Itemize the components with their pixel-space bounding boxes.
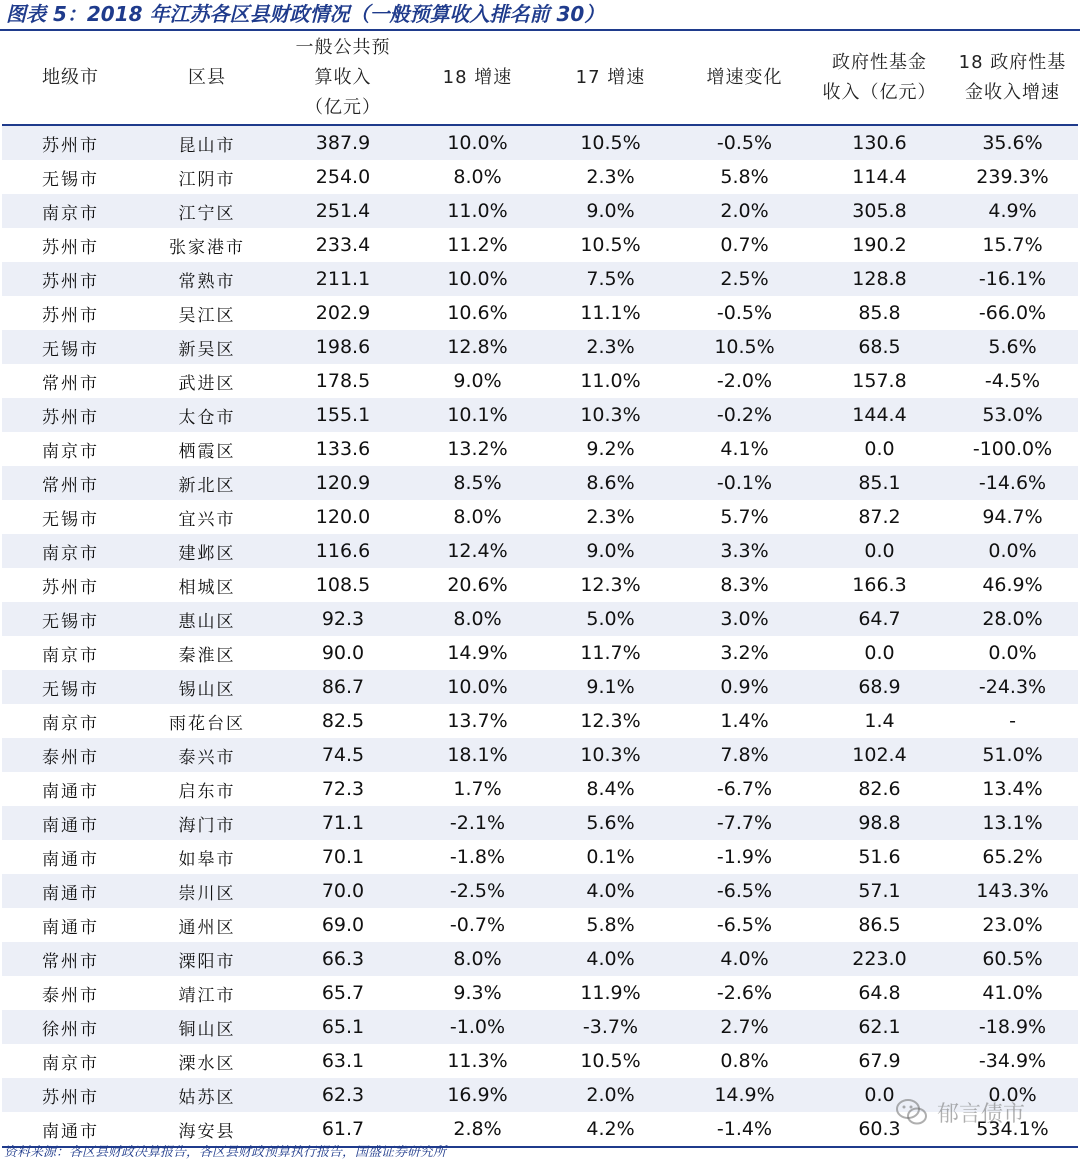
value-cell: -6.5% xyxy=(677,874,812,908)
county-cell: 江阴市 xyxy=(178,169,236,190)
value-cell: 9.1% xyxy=(544,670,677,704)
value-cell: 4.0% xyxy=(544,874,677,908)
value-cell: 2.7% xyxy=(677,1010,812,1044)
county-cell: 宜兴市 xyxy=(178,509,236,530)
value-cell: 4.0% xyxy=(677,942,812,976)
value-cell: 12.8% xyxy=(411,330,544,364)
value-cell: 0.1% xyxy=(586,846,635,868)
wechat-icon xyxy=(895,1097,929,1127)
table-body xyxy=(2,125,1078,1147)
city-cell: 南京市 xyxy=(42,645,99,666)
value-cell: 28.0% xyxy=(947,602,1078,636)
county-cell: 新北区 xyxy=(139,466,275,500)
value-cell: 8.3% xyxy=(720,574,769,596)
value-cell: 0.0 xyxy=(864,642,895,664)
value-cell: 23.0% xyxy=(982,914,1043,936)
value-cell: 9.0% xyxy=(544,194,677,228)
city-cell: 无锡市 xyxy=(2,602,139,636)
city-cell: 常州市 xyxy=(2,942,139,976)
value-cell: -66.0% xyxy=(978,302,1047,324)
value-cell: 10.0% xyxy=(411,262,544,296)
value-cell: -1.8% xyxy=(449,846,506,868)
value-cell: 92.3 xyxy=(275,602,411,636)
table-row xyxy=(2,670,1078,704)
table-row xyxy=(2,296,1078,330)
value-cell: -3.7% xyxy=(544,1010,677,1044)
value-cell: 128.8 xyxy=(812,262,947,296)
value-cell: 10.0% xyxy=(411,125,544,160)
city-cell: 苏州市 xyxy=(42,577,99,598)
city-cell: 苏州市 xyxy=(2,398,139,432)
value-cell: 223.0 xyxy=(812,942,947,976)
county-cell: 张家港市 xyxy=(169,237,245,258)
value-cell: -0.5% xyxy=(716,302,773,324)
county-cell: 昆山市 xyxy=(139,125,275,160)
city-cell: 苏州市 xyxy=(42,305,99,326)
county-cell: 新吴区 xyxy=(139,330,275,364)
table-row xyxy=(2,704,1078,738)
value-cell: 90.0 xyxy=(321,642,365,664)
value-cell: 3.2% xyxy=(720,642,769,664)
value-cell: -0.2% xyxy=(677,398,812,432)
table-row xyxy=(2,262,1078,296)
value-cell: 2.0% xyxy=(544,1078,677,1112)
value-cell: 5.0% xyxy=(544,602,677,636)
value-cell: -2.5% xyxy=(411,874,544,908)
value-cell: 14.9% xyxy=(677,1078,812,1112)
value-cell: 98.8 xyxy=(812,806,947,840)
county-cell: 吴江区 xyxy=(178,305,236,326)
value-cell: 1.4 xyxy=(864,710,895,732)
value-cell: 5.8% xyxy=(720,166,769,188)
value-cell: 10.3% xyxy=(544,738,677,772)
county-cell: 武进区 xyxy=(178,373,236,394)
city-cell: 南京市 xyxy=(42,441,99,462)
county-cell: 如皋市 xyxy=(178,849,236,870)
value-cell: 8.0% xyxy=(453,506,502,528)
value-cell: 67.9 xyxy=(858,1050,901,1072)
value-cell: -16.1% xyxy=(947,262,1078,296)
value-cell: 11.3% xyxy=(447,1050,508,1072)
column-header-line: 收入（亿元） xyxy=(822,81,937,103)
county-cell: 崇川区 xyxy=(139,874,275,908)
value-cell: 254.0 xyxy=(315,166,371,188)
fiscal-table xyxy=(2,31,1078,1148)
city-cell: 南通市 xyxy=(2,874,139,908)
value-cell: 5.8% xyxy=(586,914,635,936)
value-cell: 3.3% xyxy=(677,534,812,568)
value-cell: 4.0% xyxy=(544,942,677,976)
column-header xyxy=(275,31,411,125)
table-row xyxy=(2,228,1078,262)
value-cell: 68.5 xyxy=(812,330,947,364)
value-cell: 51.0% xyxy=(947,738,1078,772)
county-cell: 太仓市 xyxy=(139,398,275,432)
value-cell: 7.5% xyxy=(544,262,677,296)
table-row xyxy=(2,364,1078,398)
table-row xyxy=(2,874,1078,908)
column-header-line: 区县 xyxy=(188,66,226,88)
value-cell: 11.1% xyxy=(580,302,641,324)
value-cell: 65.7 xyxy=(321,982,365,1004)
value-cell: 60.5% xyxy=(947,942,1078,976)
county-cell: 惠山区 xyxy=(139,602,275,636)
value-cell: 72.3 xyxy=(321,778,365,800)
column-header-line: 政府性基金 xyxy=(832,51,927,73)
value-cell: 2.8% xyxy=(411,1112,544,1147)
value-cell: 1.4% xyxy=(720,710,769,732)
table-header-row xyxy=(2,31,1078,125)
city-cell: 南京市 xyxy=(2,194,139,228)
column-header-line: 金收入增速 xyxy=(965,81,1060,103)
value-cell: -18.9% xyxy=(947,1010,1078,1044)
county-cell: 秦淮区 xyxy=(178,645,236,666)
city-cell: 泰州市 xyxy=(42,985,99,1006)
table-row xyxy=(2,500,1078,534)
value-cell: 71.1 xyxy=(275,806,411,840)
value-cell: 11.0% xyxy=(580,370,641,392)
value-cell: 12.3% xyxy=(580,574,641,596)
value-cell: 61.7 xyxy=(275,1112,411,1147)
column-header-line: 增速变化 xyxy=(706,66,783,88)
column-header-line: 18 增速 xyxy=(442,66,513,88)
table-row xyxy=(2,636,1078,670)
value-cell: -6.7% xyxy=(716,778,773,800)
value-cell: 120.9 xyxy=(275,466,411,500)
value-cell: -1.4% xyxy=(677,1112,812,1147)
table-row xyxy=(2,908,1078,942)
value-cell: 70.1 xyxy=(321,846,365,868)
column-header-line: 地级市 xyxy=(42,66,99,88)
county-cell: 常熟市 xyxy=(139,262,275,296)
value-cell: -0.1% xyxy=(677,466,812,500)
value-cell: 9.3% xyxy=(453,982,502,1004)
value-cell: 11.0% xyxy=(411,194,544,228)
value-cell: 70.0 xyxy=(275,874,411,908)
value-cell: -0.7% xyxy=(449,914,506,936)
table-row xyxy=(2,806,1078,840)
value-cell: 62.1 xyxy=(812,1010,947,1044)
value-cell: 10.5% xyxy=(677,330,812,364)
value-cell: -34.9% xyxy=(978,1050,1047,1072)
table-row xyxy=(2,125,1078,160)
value-cell: 120.0 xyxy=(315,506,371,528)
value-cell: 13.7% xyxy=(447,710,508,732)
value-cell: -2.1% xyxy=(411,806,544,840)
value-cell: 14.9% xyxy=(447,642,508,664)
city-cell: 无锡市 xyxy=(42,169,99,190)
value-cell: 233.4 xyxy=(315,234,371,256)
value-cell: 62.3 xyxy=(275,1078,411,1112)
value-cell: 12.4% xyxy=(411,534,544,568)
value-cell: 202.9 xyxy=(315,302,371,324)
county-cell: 相城区 xyxy=(178,577,236,598)
value-cell: 10.3% xyxy=(544,398,677,432)
county-cell: 靖江市 xyxy=(178,985,236,1006)
value-cell: 10.5% xyxy=(580,1050,641,1072)
table-row xyxy=(2,466,1078,500)
table-title: 图表 5：2018 年江苏各区县财政情况（一般预算收入排名前 30） xyxy=(6,2,605,26)
table-row xyxy=(2,976,1078,1010)
value-cell: 0.0% xyxy=(947,1078,1078,1112)
value-cell: 53.0% xyxy=(947,398,1078,432)
city-cell: 南通市 xyxy=(2,1112,139,1147)
value-cell: 94.7% xyxy=(982,506,1043,528)
value-cell: 18.1% xyxy=(411,738,544,772)
county-cell: 锡山区 xyxy=(139,670,275,704)
value-cell: 534.1% xyxy=(947,1112,1078,1147)
value-cell: 198.6 xyxy=(275,330,411,364)
column-header xyxy=(411,31,544,125)
value-cell: 46.9% xyxy=(982,574,1043,596)
source-note: 资料来源：各区县财政决算报告，各区县财政预算执行报告，国盛证券研究所 xyxy=(4,1145,447,1160)
county-cell: 雨花台区 xyxy=(169,713,245,734)
value-cell: 0.8% xyxy=(720,1050,769,1072)
column-header xyxy=(2,31,139,125)
table-row xyxy=(2,330,1078,364)
county-cell: 铜山区 xyxy=(139,1010,275,1044)
county-cell: 海安县 xyxy=(139,1112,275,1147)
value-cell: 7.8% xyxy=(677,738,812,772)
value-cell: 239.3% xyxy=(976,166,1049,188)
city-cell: 苏州市 xyxy=(2,1078,139,1112)
table-row xyxy=(2,772,1078,806)
city-cell: 无锡市 xyxy=(42,509,99,530)
city-cell: 常州市 xyxy=(42,373,99,394)
value-cell: 4.2% xyxy=(544,1112,677,1147)
column-header-line: （亿元） xyxy=(305,96,381,118)
value-cell: 102.4 xyxy=(812,738,947,772)
value-cell: -1.0% xyxy=(411,1010,544,1044)
value-cell: 65.1 xyxy=(275,1010,411,1044)
value-cell: 10.5% xyxy=(580,234,641,256)
county-cell: 姑苏区 xyxy=(139,1078,275,1112)
value-cell: 0.7% xyxy=(720,234,769,256)
value-cell: 8.0% xyxy=(411,602,544,636)
value-cell: 9.0% xyxy=(544,534,677,568)
city-cell: 南京市 xyxy=(42,1053,99,1074)
value-cell: -14.6% xyxy=(947,466,1078,500)
city-cell: 无锡市 xyxy=(2,330,139,364)
value-cell: - xyxy=(1009,710,1016,732)
value-cell: 82.5 xyxy=(321,710,365,732)
value-cell: 10.6% xyxy=(447,302,508,324)
value-cell: 60.3 xyxy=(812,1112,947,1147)
value-cell: 57.1 xyxy=(812,874,947,908)
value-cell: 133.6 xyxy=(315,438,371,460)
value-cell: -7.7% xyxy=(677,806,812,840)
value-cell: 0.0 xyxy=(864,438,895,460)
county-cell: 泰兴市 xyxy=(139,738,275,772)
column-header-line: 一般公共预 xyxy=(295,36,391,58)
table-row xyxy=(2,602,1078,636)
value-cell: 0.0% xyxy=(988,642,1037,664)
value-cell: -1.9% xyxy=(716,846,773,868)
watermark xyxy=(895,1094,1025,1130)
value-cell: 3.0% xyxy=(677,602,812,636)
value-cell: 87.2 xyxy=(858,506,901,528)
value-cell: 10.0% xyxy=(411,670,544,704)
value-cell: 10.5% xyxy=(544,125,677,160)
value-cell: 66.3 xyxy=(275,942,411,976)
value-cell: 64.7 xyxy=(812,602,947,636)
county-cell: 江宁区 xyxy=(139,194,275,228)
watermark-text: 郁言债市 xyxy=(937,1101,1026,1127)
value-cell: 8.0% xyxy=(411,942,544,976)
table-row xyxy=(2,840,1078,874)
column-header xyxy=(677,31,812,125)
city-cell: 南通市 xyxy=(2,806,139,840)
value-cell: 4.1% xyxy=(720,438,769,460)
value-cell: 11.9% xyxy=(580,982,641,1004)
value-cell: -2.6% xyxy=(716,982,773,1004)
value-cell: 65.2% xyxy=(982,846,1043,868)
table-row xyxy=(2,398,1078,432)
value-cell: 63.1 xyxy=(321,1050,365,1072)
value-cell: 8.5% xyxy=(411,466,544,500)
city-cell: 南通市 xyxy=(42,781,99,802)
city-cell: 徐州市 xyxy=(2,1010,139,1044)
value-cell: 144.4 xyxy=(812,398,947,432)
city-cell: 无锡市 xyxy=(2,670,139,704)
value-cell: 85.1 xyxy=(812,466,947,500)
value-cell: 387.9 xyxy=(275,125,411,160)
value-cell: -4.5% xyxy=(984,370,1041,392)
value-cell: 69.0 xyxy=(321,914,365,936)
value-cell: 2.5% xyxy=(677,262,812,296)
value-cell: 86.7 xyxy=(275,670,411,704)
value-cell: 4.9% xyxy=(947,194,1078,228)
table-row xyxy=(2,1044,1078,1078)
city-cell: 苏州市 xyxy=(42,237,99,258)
value-cell: 5.6% xyxy=(947,330,1078,364)
value-cell: 116.6 xyxy=(275,534,411,568)
table-row xyxy=(2,534,1078,568)
city-cell: 泰州市 xyxy=(2,738,139,772)
county-cell: 栖霞区 xyxy=(178,441,236,462)
table-row xyxy=(2,1010,1078,1044)
value-cell: 0.0 xyxy=(812,534,947,568)
value-cell: 190.2 xyxy=(852,234,907,256)
value-cell: 8.0% xyxy=(453,166,502,188)
column-header xyxy=(139,31,275,125)
value-cell: -2.0% xyxy=(716,370,773,392)
value-cell: 157.8 xyxy=(852,370,907,392)
value-cell: 64.8 xyxy=(858,982,901,1004)
column-header-line: 算收入 xyxy=(314,66,372,88)
value-cell: 82.6 xyxy=(858,778,901,800)
value-cell: 9.2% xyxy=(586,438,635,460)
value-cell: 130.6 xyxy=(812,125,947,160)
value-cell: 74.5 xyxy=(275,738,411,772)
city-cell: 苏州市 xyxy=(2,262,139,296)
value-cell: 2.0% xyxy=(677,194,812,228)
value-cell: 5.7% xyxy=(720,506,769,528)
value-cell: 13.4% xyxy=(982,778,1043,800)
column-header xyxy=(947,31,1078,125)
value-cell: 114.4 xyxy=(852,166,907,188)
county-cell: 启东市 xyxy=(178,781,236,802)
value-cell: 10.1% xyxy=(411,398,544,432)
county-cell: 溧阳市 xyxy=(139,942,275,976)
value-cell: 178.5 xyxy=(315,370,371,392)
city-cell: 苏州市 xyxy=(2,125,139,160)
value-cell: 11.7% xyxy=(580,642,641,664)
city-cell: 南通市 xyxy=(42,849,99,870)
value-cell: 12.3% xyxy=(580,710,641,732)
value-cell: -24.3% xyxy=(947,670,1078,704)
column-header-line: 17 增速 xyxy=(575,66,646,88)
table-row xyxy=(2,432,1078,466)
value-cell: 251.4 xyxy=(275,194,411,228)
value-cell: 9.0% xyxy=(453,370,502,392)
table-row xyxy=(2,568,1078,602)
table-row xyxy=(2,160,1078,194)
value-cell: 15.7% xyxy=(982,234,1043,256)
value-cell: 13.1% xyxy=(947,806,1078,840)
value-cell: 0.9% xyxy=(677,670,812,704)
value-cell: 2.3% xyxy=(586,506,635,528)
value-cell: 155.1 xyxy=(275,398,411,432)
county-cell: 溧水区 xyxy=(178,1053,236,1074)
table-row xyxy=(2,738,1078,772)
value-cell: -0.5% xyxy=(677,125,812,160)
county-cell: 通州区 xyxy=(178,917,236,938)
value-cell: 108.5 xyxy=(315,574,371,596)
county-cell: 海门市 xyxy=(139,806,275,840)
table-row xyxy=(2,942,1078,976)
value-cell: 68.9 xyxy=(812,670,947,704)
value-cell: 86.5 xyxy=(858,914,901,936)
city-cell: 常州市 xyxy=(2,466,139,500)
city-cell: 南京市 xyxy=(2,534,139,568)
value-cell: 166.3 xyxy=(852,574,907,596)
value-cell: 0.0% xyxy=(947,534,1078,568)
value-cell: 2.3% xyxy=(544,330,677,364)
value-cell: -6.5% xyxy=(716,914,773,936)
value-cell: -100.0% xyxy=(972,438,1053,460)
value-cell: 16.9% xyxy=(411,1078,544,1112)
value-cell: 2.3% xyxy=(586,166,635,188)
value-cell: 8.6% xyxy=(544,466,677,500)
value-cell: 41.0% xyxy=(982,982,1043,1004)
column-header-line: 18 政府性基 xyxy=(958,51,1067,73)
value-cell: 305.8 xyxy=(812,194,947,228)
table-row xyxy=(2,194,1078,228)
city-cell: 南京市 xyxy=(42,713,99,734)
value-cell: 1.7% xyxy=(453,778,502,800)
value-cell: 11.2% xyxy=(447,234,508,256)
value-cell: 5.6% xyxy=(544,806,677,840)
city-cell: 南通市 xyxy=(42,917,99,938)
value-cell: 143.3% xyxy=(947,874,1078,908)
value-cell: 211.1 xyxy=(275,262,411,296)
value-cell: 13.2% xyxy=(447,438,508,460)
value-cell: 8.4% xyxy=(586,778,635,800)
value-cell: 51.6 xyxy=(858,846,901,868)
value-cell: 85.8 xyxy=(858,302,901,324)
value-cell: 20.6% xyxy=(447,574,508,596)
county-cell: 建邺区 xyxy=(139,534,275,568)
value-cell: 35.6% xyxy=(947,125,1078,160)
value-cell: 0.0 xyxy=(812,1078,947,1112)
column-header xyxy=(812,31,947,125)
column-header xyxy=(544,31,677,125)
